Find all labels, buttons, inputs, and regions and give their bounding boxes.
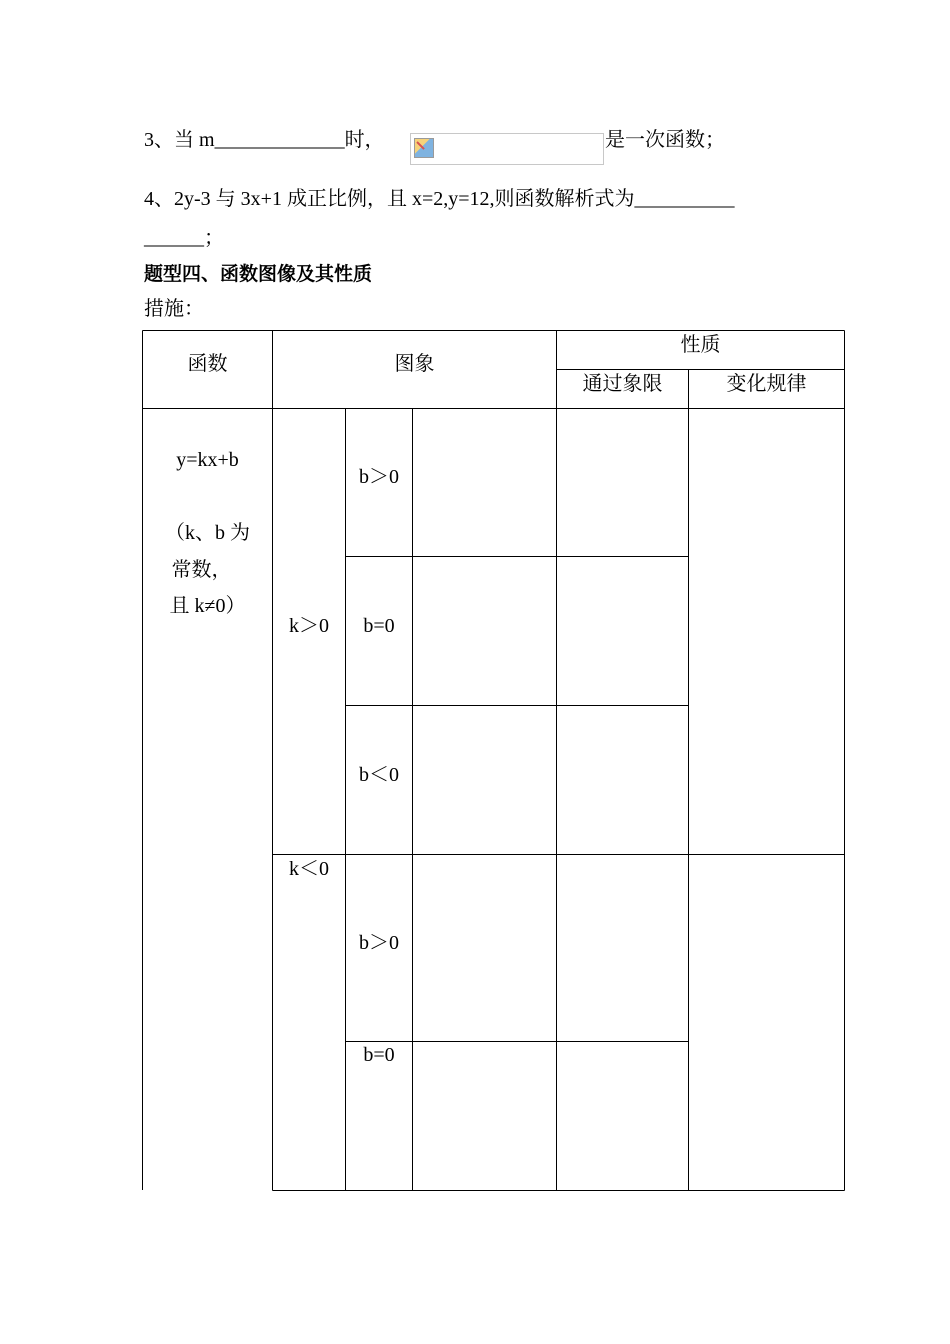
b-negative-label: b＜0 [359, 764, 399, 786]
header-rule: 变化规律 [726, 373, 807, 395]
header-properties: 性质 [680, 334, 721, 356]
question-3-suffix: 是一次函数； [605, 129, 725, 151]
function-note-2: 常数， [171, 559, 232, 581]
header-function: 函数 [187, 353, 228, 375]
question-3-prefix: 3、当 m [144, 129, 215, 151]
header-graph: 图象 [394, 353, 435, 375]
measures-label: 措施： [144, 298, 204, 320]
function-note-1: （k、b 为 [165, 522, 250, 544]
question-3-mid: 时， [344, 129, 385, 151]
section-heading: 题型四、函数图像及其性质 [144, 263, 373, 285]
function-note-3: 且 k≠0） [169, 595, 246, 617]
b-zero-label: b=0 [363, 615, 395, 637]
question-3-blank: _____________ [214, 129, 345, 151]
b-zero-label: b=0 [363, 1044, 395, 1066]
header-quadrants: 通过象限 [582, 373, 663, 395]
question-4-line-2: ______； [144, 227, 224, 249]
b-positive-label: b＞0 [359, 932, 399, 954]
k-positive-label: k＞0 [289, 615, 329, 637]
b-positive-label: b＞0 [359, 466, 399, 488]
k-negative-label: k＜0 [289, 858, 329, 880]
function-expression: y=kx+b [176, 449, 239, 471]
question-4-line-1: 4、2y-3 与 3x+1 成正比例，且 x=2,y=12,则函数解析式为__________ [144, 188, 735, 210]
